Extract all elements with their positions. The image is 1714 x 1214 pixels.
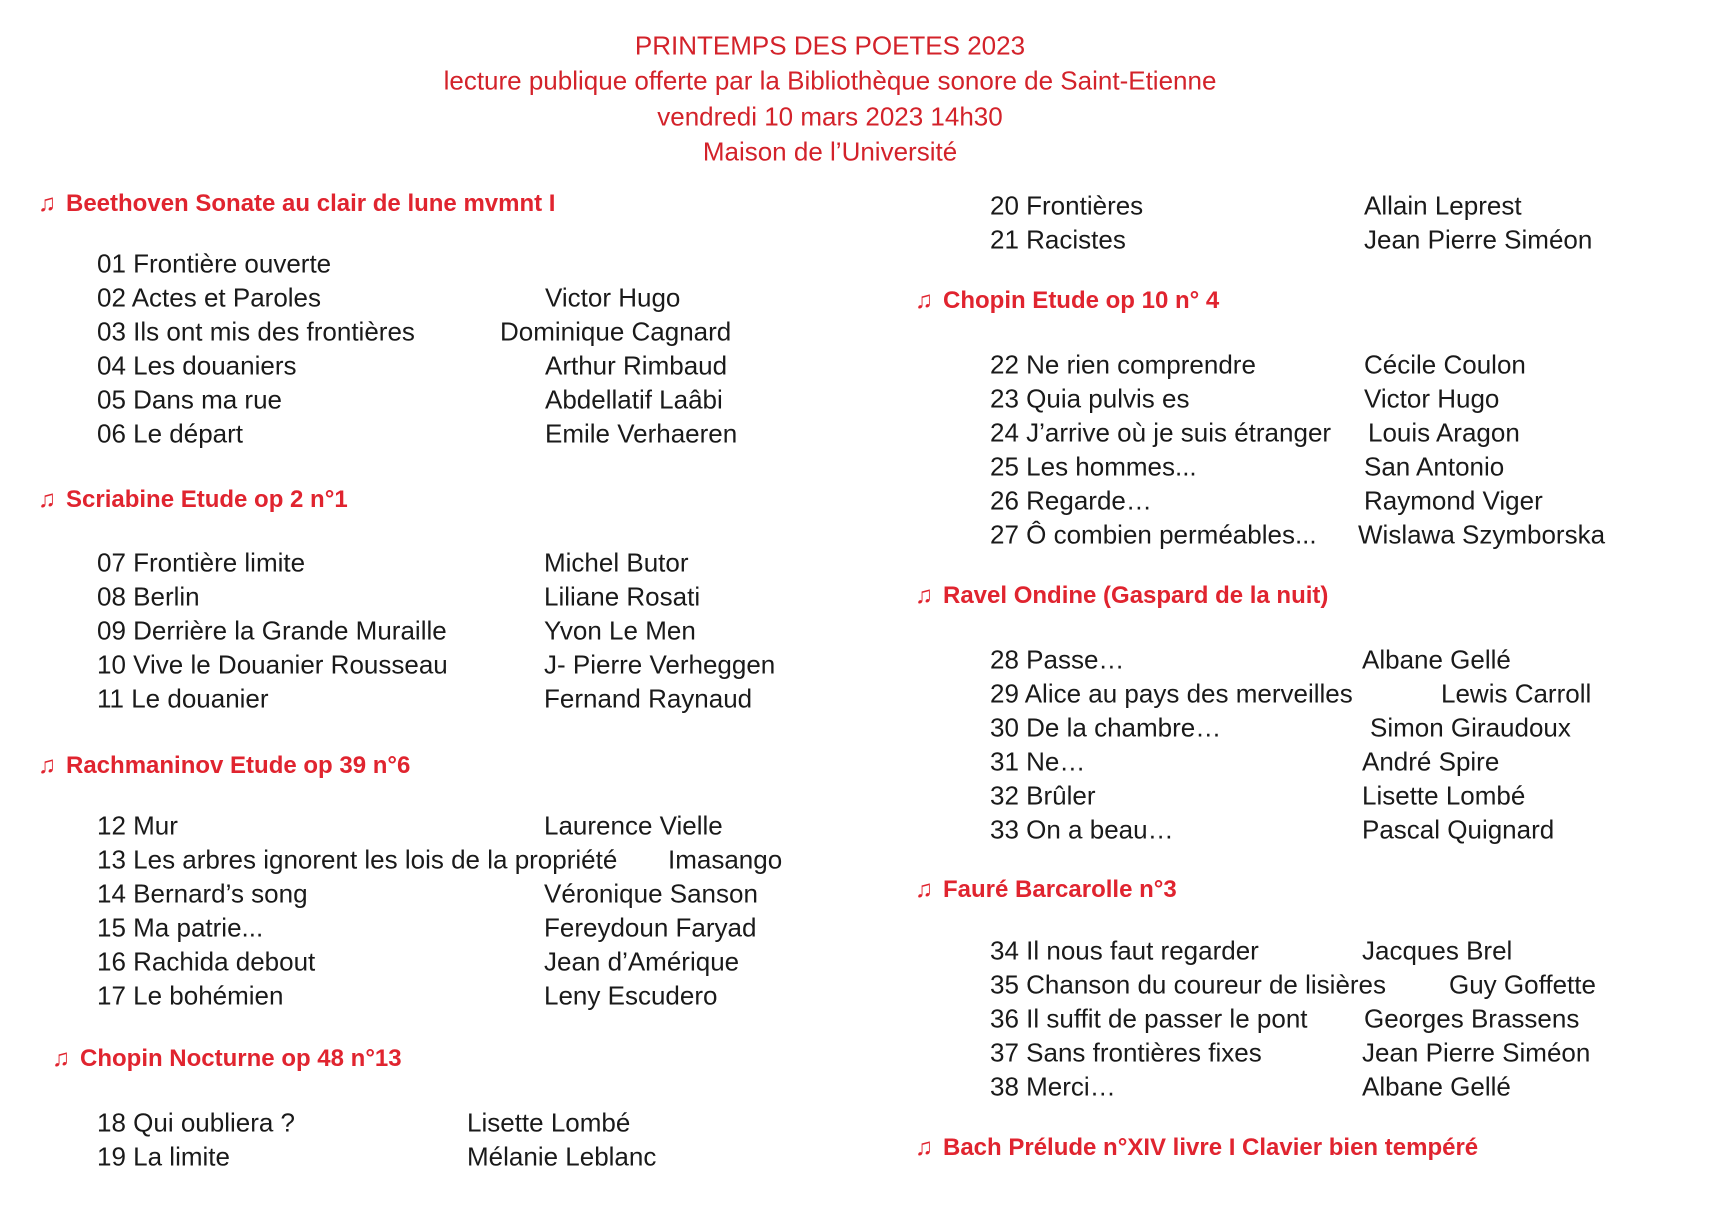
music-note-icon: ♫ [915,287,933,314]
section-heading [915,1134,1478,1162]
music-note-icon: ♫ [38,752,56,779]
event-subtitle: lecture publique offerte par la Bibliothèque sonore de Saint-Etienne [443,65,1217,96]
poem-title: 10 Vive le Douanier Rousseau [97,649,448,680]
poem-title: 15 Ma patrie... [97,912,264,943]
poem-title: 34 Il nous faut regarder [990,935,1259,966]
poem-author: Emile Verhaeren [545,418,738,449]
section-heading [38,486,348,514]
music-note-icon: ♫ [52,1045,70,1072]
poem-author: Albane Gellé [1362,644,1511,675]
poem-author: Abdellatif Laâbi [545,384,723,415]
poem-title: 21 Racistes [990,224,1126,255]
poem-author: Mélanie Leblanc [467,1141,657,1172]
poem-author: Simon Giraudoux [1370,712,1571,743]
poem-author: Jean d’Amérique [544,946,740,977]
section-heading-label: Chopin Etude op 10 n° 4 [943,287,1220,314]
poem-title: 30 De la chambre… [990,712,1222,743]
section-heading [915,582,1328,610]
poem-title: 12 Mur [97,810,178,841]
music-note-icon: ♫ [38,190,56,217]
poem-author: Allain Leprest [1364,190,1522,221]
poem-title: 05 Dans ma rue [97,384,282,415]
poem-title: 11 Le douanier [97,683,269,714]
poem-title: 17 Le bohémien [97,980,284,1011]
poem-title: 28 Passe… [990,644,1125,675]
poem-title: 38 Merci… [990,1071,1116,1102]
section-heading [915,287,1219,315]
poem-author: San Antonio [1364,451,1505,482]
poem-author: Arthur Rimbaud [545,350,728,381]
section-heading [38,190,555,218]
poem-author: Dominique Cagnard [500,316,732,347]
poem-author: Lisette Lombé [467,1107,631,1138]
music-note-icon: ♫ [915,582,933,609]
poem-title: 25 Les hommes... [990,451,1197,482]
poem-title: 36 Il suffit de passer le pont [990,1003,1308,1034]
poem-title: 23 Quia pulvis es [990,383,1190,414]
poem-title: 08 Berlin [97,581,200,612]
event-title: PRINTEMPS DES POETES 2023 [634,30,1026,61]
poem-title: 13 Les arbres ignorent les lois de la propriété [97,844,618,875]
poem-title: 26 Regarde… [990,485,1152,516]
poem-author: Guy Goffette [1449,969,1596,1000]
poem-author: Albane Gellé [1362,1071,1511,1102]
poem-author: J- Pierre Verheggen [544,649,776,680]
poem-title: 24 J’arrive où je suis étranger [990,417,1332,448]
poem-author: Laurence Vielle [544,810,723,841]
poem-title: 29 Alice au pays des merveilles [990,678,1353,709]
poem-title: 27 Ô combien perméables... [990,519,1317,550]
poem-author: Fereydoun Faryad [544,912,757,943]
section-heading-label: Fauré Barcarolle n°3 [943,876,1177,903]
event-date: vendredi 10 mars 2023 14h30 [657,101,1003,132]
section-heading [915,876,1177,904]
poem-author: Imasango [668,844,783,875]
poem-title: 31 Ne… [990,746,1086,777]
poem-title: 03 Ils ont mis des frontières [97,316,415,347]
poem-title: 01 Frontière ouverte [97,248,332,279]
music-note-icon: ♫ [915,876,933,903]
poem-title: 04 Les douaniers [97,350,297,381]
poem-author: Jean Pierre Siméon [1364,224,1593,255]
poem-author: Jean Pierre Siméon [1362,1037,1591,1068]
poem-author: Louis Aragon [1368,417,1520,448]
poem-title: 07 Frontière limite [97,547,306,578]
poem-author: Lisette Lombé [1362,780,1526,811]
poem-author: Michel Butor [544,547,689,578]
poem-author: Raymond Viger [1364,485,1543,516]
poem-title: 06 Le départ [97,418,244,449]
poem-title: 32 Brûler [990,780,1096,811]
poem-author: Lewis Carroll [1441,678,1592,709]
poem-title: 33 On a beau… [990,814,1174,845]
poem-author: Cécile Coulon [1364,349,1526,380]
poem-author: Georges Brassens [1364,1003,1580,1034]
poem-title: 16 Rachida debout [97,946,316,977]
poem-author: Leny Escudero [544,980,718,1011]
section-heading-label: Bach Prélude n°XIV livre I Clavier bien tempéré [943,1134,1479,1161]
poem-author: Victor Hugo [1364,383,1500,414]
section-heading-label: Beethoven Sonate au clair de lune mvmnt I [66,190,556,217]
poem-title: 09 Derrière la Grande Muraille [97,615,447,646]
poem-author: Liliane Rosati [544,581,701,612]
poem-author: Pascal Quignard [1362,814,1555,845]
poem-title: 18 Qui oubliera ? [97,1107,296,1138]
section-heading [52,1045,402,1073]
music-note-icon: ♫ [915,1134,933,1161]
poem-author: Fernand Raynaud [544,683,753,714]
poem-author: Yvon Le Men [544,615,696,646]
poem-title: 22 Ne rien comprendre [990,349,1256,380]
poem-title: 19 La limite [97,1141,230,1172]
poem-title: 37 Sans frontières fixes [990,1037,1262,1068]
poem-author: André Spire [1362,746,1500,777]
poem-title: 02 Actes et Paroles [97,282,322,313]
poem-title: 14 Bernard’s song [97,878,308,909]
event-place: Maison de l’Université [702,136,958,167]
poem-title: 35 Chanson du coureur de lisières [990,969,1387,1000]
music-note-icon: ♫ [38,486,56,513]
poem-title: 20 Frontières [990,190,1144,221]
section-heading-label: Scriabine Etude op 2 n°1 [66,486,348,513]
section-heading-label: Ravel Ondine (Gaspard de la nuit) [943,582,1329,609]
poem-author: Victor Hugo [545,282,681,313]
section-heading-label: Chopin Nocturne op 48 n°13 [80,1045,402,1072]
section-heading [38,752,410,780]
section-heading-label: Rachmaninov Etude op 39 n°6 [66,752,411,779]
poem-author: Wislawa Szymborska [1358,519,1606,550]
poem-author: Jacques Brel [1362,935,1513,966]
poem-author: Véronique Sanson [544,878,758,909]
